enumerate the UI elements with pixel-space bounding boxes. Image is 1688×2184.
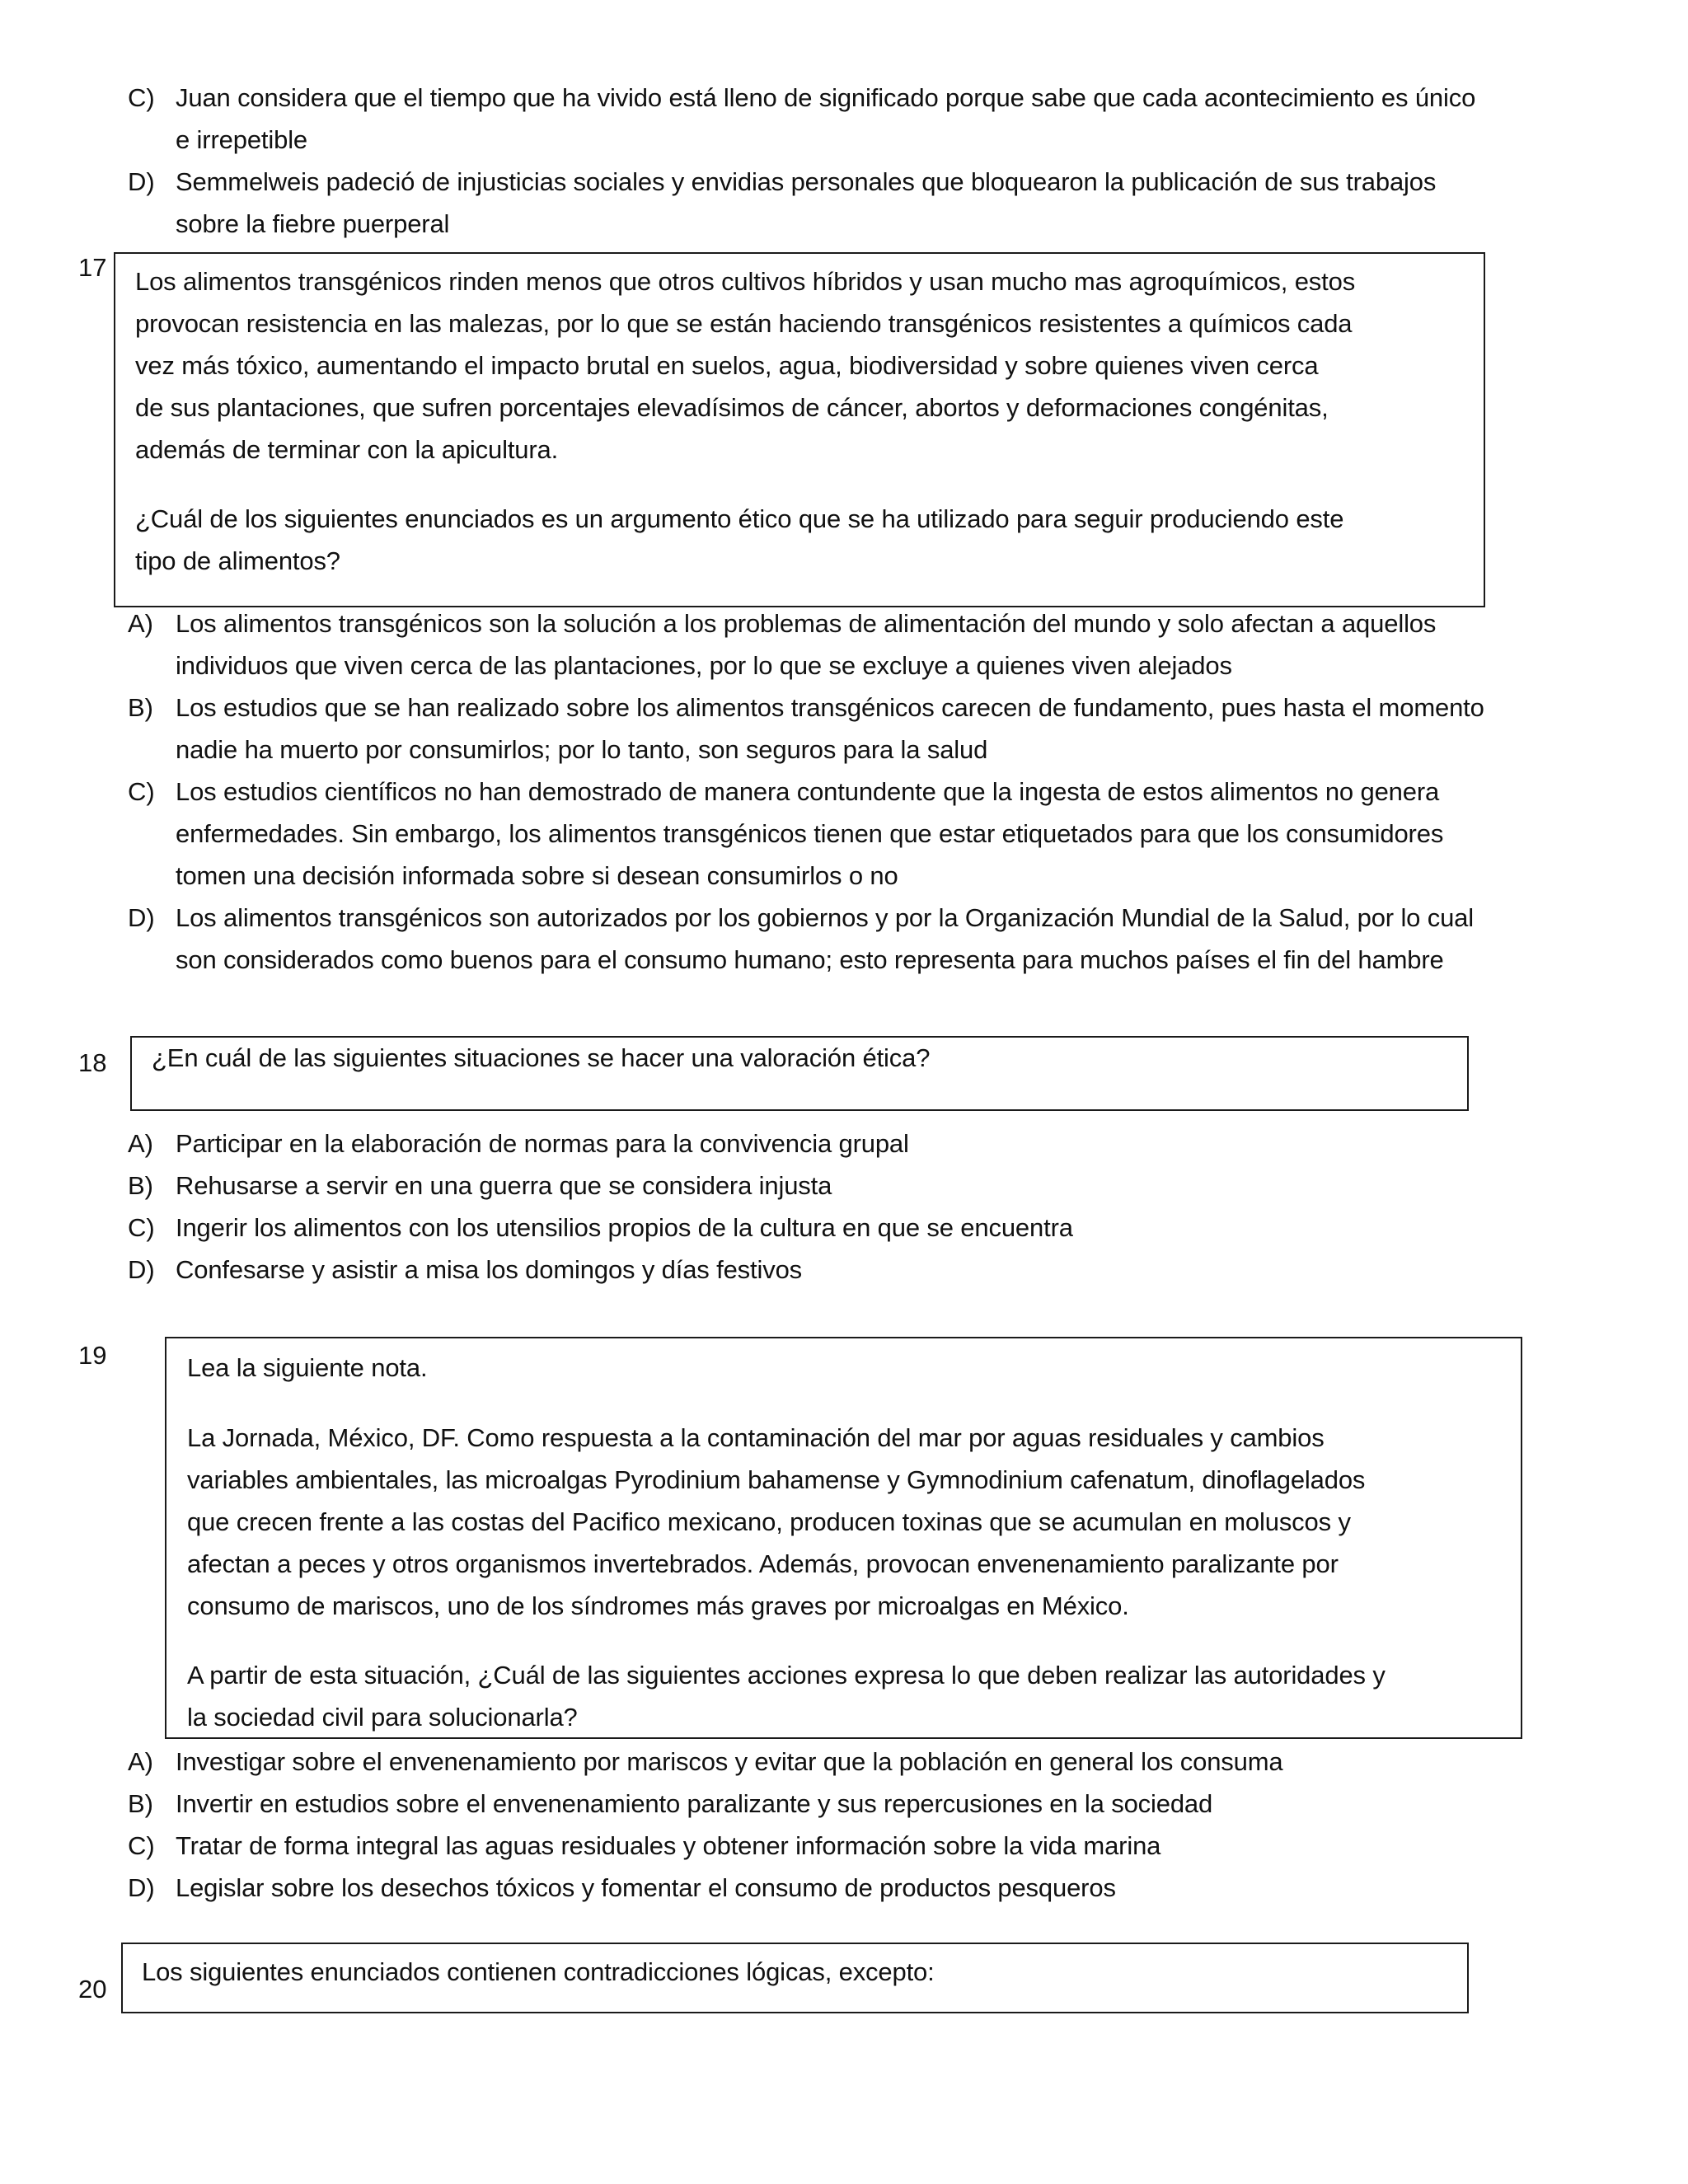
- option-text-line: Los alimentos transgénicos son autorizados por los gobiernos y por la Organización Mundial de la Salud, por lo cual: [176, 903, 1474, 932]
- q20-question: Los siguientes enunciados contienen contradicciones lógicas, excepto:: [142, 1957, 935, 1986]
- q17-question-line: tipo de alimentos?: [135, 546, 340, 575]
- q17-passage-line: además de terminar con la apicultura.: [135, 435, 559, 464]
- q17-question-line: ¿Cuál de los siguientes enunciados es un argumento ético que se ha utilizado para seguir produciendo este: [135, 504, 1344, 533]
- option-text-line: enfermedades. Sin embargo, los alimentos transgénicos tienen que estar etiquetados para que los consumidores: [176, 819, 1444, 848]
- option-label: D): [128, 903, 155, 932]
- option-text: Investigar sobre el envenenamiento por mariscos y evitar que la población en general los consuma: [176, 1747, 1283, 1776]
- option-label: D): [128, 1255, 155, 1284]
- option-label: B): [128, 1171, 153, 1200]
- q19-passage-line: que crecen frente a las costas del Pacifico mexicano, producen toxinas que se acumulan en moluscos y: [187, 1507, 1351, 1536]
- q18-question: ¿En cuál de las siguientes situaciones se hacer una valoración ética?: [152, 1043, 931, 1072]
- option-text-line: e irrepetible: [176, 125, 308, 154]
- option-text-line: nadie ha muerto por consumirlos; por lo tanto, son seguros para la salud: [176, 735, 988, 764]
- q19-intro: Lea la siguiente nota.: [187, 1353, 428, 1382]
- option-text-line: sobre la fiebre puerperal: [176, 209, 450, 238]
- option-text-line: Juan considera que el tiempo que ha vivido está lleno de significado porque sabe que cada acontecimiento es único: [176, 83, 1476, 112]
- option-text-line: tomen una decisión informada sobre si desean consumirlos o no: [176, 861, 898, 890]
- option-text: Rehusarse a servir en una guerra que se considera injusta: [176, 1171, 832, 1200]
- q19-question-line: A partir de esta situación, ¿Cuál de las siguientes acciones expresa lo que deben realizar las autoridades y: [187, 1661, 1386, 1690]
- option-label: C): [128, 1831, 155, 1860]
- option-text: Invertir en estudios sobre el envenenamiento paralizante y sus repercusiones en la sociedad: [176, 1789, 1213, 1818]
- option-label: A): [128, 1747, 153, 1776]
- option-text-line: Los estudios que se han realizado sobre los alimentos transgénicos carecen de fundamento, pues hasta el momento: [176, 693, 1484, 722]
- option-text-line: individuos que viven cerca de las plantaciones, por lo que se excluye a quienes viven alejados: [176, 651, 1232, 680]
- option-text: Confesarse y asistir a misa los domingos y días festivos: [176, 1255, 803, 1284]
- q19-passage-line: afectan a peces y otros organismos invertebrados. Además, provocan envenenamiento paralizante por: [187, 1549, 1339, 1578]
- q17-passage-line: vez más tóxico, aumentando el impacto brutal en suelos, agua, biodiversidad y sobre quienes viven cerca: [135, 351, 1319, 380]
- q17-passage-line: de sus plantaciones, que sufren porcentajes elevadísimos de cáncer, abortos y deformaciones congénitas,: [135, 393, 1329, 422]
- question-number-17: 17: [78, 253, 107, 282]
- option-text-line: Semmelweis padeció de injusticias sociales y envidias personales que bloquearon la publicación de sus trabajos: [176, 167, 1437, 196]
- option-text: Legislar sobre los desechos tóxicos y fomentar el consumo de productos pesqueros: [176, 1873, 1116, 1902]
- option-label: D): [128, 167, 155, 196]
- option-text-line: Los estudios científicos no han demostrado de manera contundente que la ingesta de estos alimentos no genera: [176, 777, 1440, 806]
- option-label: A): [128, 1129, 153, 1158]
- q17-passage-line: provocan resistencia en las malezas, por lo que se están haciendo transgénicos resistentes a químicos cada: [135, 309, 1353, 338]
- option-label: A): [128, 609, 153, 638]
- option-text-line: son considerados como buenos para el consumo humano; esto representa para muchos países el fin del hambre: [176, 945, 1444, 974]
- question-number-20: 20: [78, 1975, 107, 2004]
- q19-question-line: la sociedad civil para solucionarla?: [187, 1703, 578, 1732]
- option-text: Ingerir los alimentos con los utensilios propios de la cultura en que se encuentra: [176, 1213, 1073, 1242]
- option-label: C): [128, 1213, 155, 1242]
- option-text: Participar en la elaboración de normas para la convivencia grupal: [176, 1129, 909, 1158]
- option-text-line: Los alimentos transgénicos son la solución a los problemas de alimentación del mundo y solo afectan a aquellos: [176, 609, 1437, 638]
- option-label: B): [128, 693, 153, 722]
- question-number-19: 19: [78, 1341, 107, 1370]
- option-label: C): [128, 777, 155, 806]
- q19-passage-line: variables ambientales, las microalgas Pyrodinium bahamense y Gymnodinium cafenatum, dinoflagelados: [187, 1465, 1366, 1494]
- option-label: B): [128, 1789, 153, 1818]
- option-label: D): [128, 1873, 155, 1902]
- option-text: Tratar de forma integral las aguas residuales y obtener información sobre la vida marina: [176, 1831, 1161, 1860]
- q17-passage-line: Los alimentos transgénicos rinden menos que otros cultivos híbridos y usan mucho mas agroquímicos, estos: [135, 267, 1356, 296]
- q19-passage-line: La Jornada, México, DF. Como respuesta a la contaminación del mar por aguas residuales y cambios: [187, 1423, 1325, 1452]
- option-label: C): [128, 83, 155, 112]
- q19-passage-line: consumo de mariscos, uno de los síndromes más graves por microalgas en México.: [187, 1591, 1129, 1620]
- question-number-18: 18: [78, 1048, 107, 1077]
